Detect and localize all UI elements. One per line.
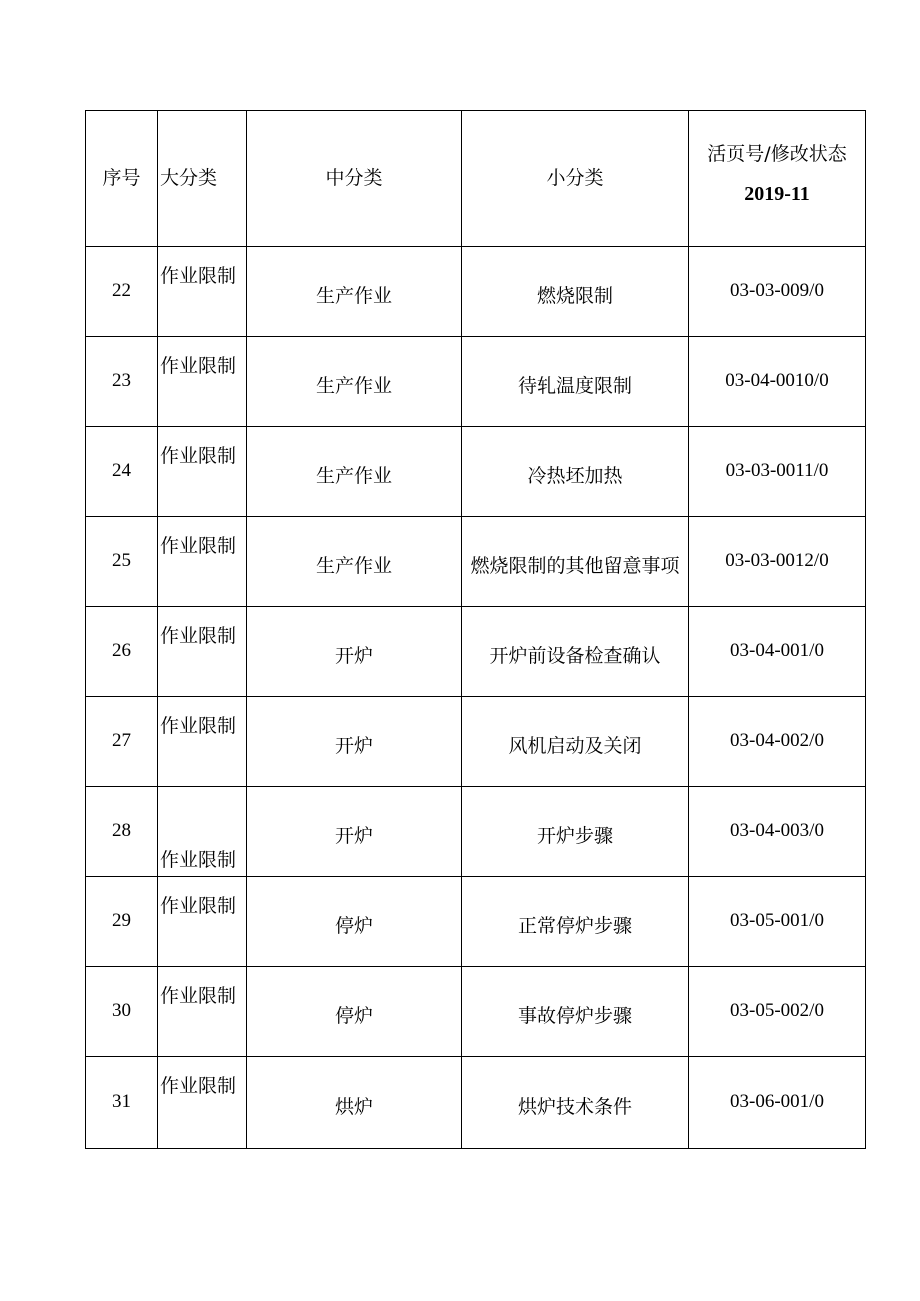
row-middle: 生产作业 <box>247 427 462 517</box>
row-category: 作业限制 <box>158 1057 247 1149</box>
row-code: 03-04-0010/0 <box>689 337 866 427</box>
row-middle: 生产作业 <box>247 517 462 607</box>
row-no: 27 <box>86 697 158 787</box>
header-sub: 小分类 <box>462 111 689 247</box>
row-code: 03-03-0012/0 <box>689 517 866 607</box>
row-no: 29 <box>86 877 158 967</box>
table-row <box>86 877 866 967</box>
row-sub: 燃烧限制的其他留意事项 <box>462 517 689 607</box>
row-category: 作业限制 <box>158 697 247 787</box>
row-category: 作业限制 <box>158 427 247 517</box>
header-category: 大分类 <box>158 111 247 247</box>
header-code-title: 活页号/修改状态 <box>707 143 847 166</box>
row-category: 作业限制 <box>158 607 247 697</box>
table-row <box>86 967 866 1057</box>
table-row <box>86 697 866 787</box>
row-sub: 风机启动及关闭 <box>462 697 689 787</box>
table-row <box>86 337 866 427</box>
row-sub: 开炉前设备检查确认 <box>462 607 689 697</box>
table-row <box>86 427 866 517</box>
header-middle: 中分类 <box>247 111 462 247</box>
row-code: 03-04-003/0 <box>689 787 866 877</box>
table-header-row <box>86 111 866 247</box>
row-middle: 生产作业 <box>247 337 462 427</box>
row-middle: 停炉 <box>247 967 462 1057</box>
row-category: 作业限制 <box>158 517 247 607</box>
document-index-table <box>85 110 866 1149</box>
row-sub: 冷热坯加热 <box>462 427 689 517</box>
row-code: 03-04-002/0 <box>689 697 866 787</box>
row-no: 24 <box>86 427 158 517</box>
header-code <box>689 111 866 247</box>
row-no: 30 <box>86 967 158 1057</box>
row-code: 03-05-001/0 <box>689 877 866 967</box>
row-category: 作业限制 <box>158 337 247 427</box>
row-no: 31 <box>86 1057 158 1149</box>
row-code: 03-04-001/0 <box>689 607 866 697</box>
row-code: 03-05-002/0 <box>689 967 866 1057</box>
row-middle: 停炉 <box>247 877 462 967</box>
row-middle: 开炉 <box>247 607 462 697</box>
row-sub: 开炉步骤 <box>462 787 689 877</box>
table-row <box>86 247 866 337</box>
table-row <box>86 1057 866 1149</box>
row-no: 26 <box>86 607 158 697</box>
row-category: 作业限制 <box>158 787 247 877</box>
row-code: 03-06-001/0 <box>689 1057 866 1149</box>
row-sub: 烘炉技术条件 <box>462 1057 689 1149</box>
row-no: 25 <box>86 517 158 607</box>
table-row <box>86 607 866 697</box>
row-sub: 待轧温度限制 <box>462 337 689 427</box>
row-code: 03-03-009/0 <box>689 247 866 337</box>
row-no: 28 <box>86 787 158 877</box>
row-middle: 烘炉 <box>247 1057 462 1149</box>
row-sub: 燃烧限制 <box>462 247 689 337</box>
row-code: 03-03-0011/0 <box>689 427 866 517</box>
row-sub: 事故停炉步骤 <box>462 967 689 1057</box>
row-category: 作业限制 <box>158 247 247 337</box>
row-no: 22 <box>86 247 158 337</box>
row-category: 作业限制 <box>158 877 247 967</box>
row-middle: 开炉 <box>247 697 462 787</box>
row-no: 23 <box>86 337 158 427</box>
row-sub: 正常停炉步骤 <box>462 877 689 967</box>
row-middle: 生产作业 <box>247 247 462 337</box>
header-code-date: 2019-11 <box>744 182 810 205</box>
table-row <box>86 517 866 607</box>
row-category: 作业限制 <box>158 967 247 1057</box>
header-no: 序号 <box>86 111 158 247</box>
row-middle: 开炉 <box>247 787 462 877</box>
table-row <box>86 787 866 877</box>
